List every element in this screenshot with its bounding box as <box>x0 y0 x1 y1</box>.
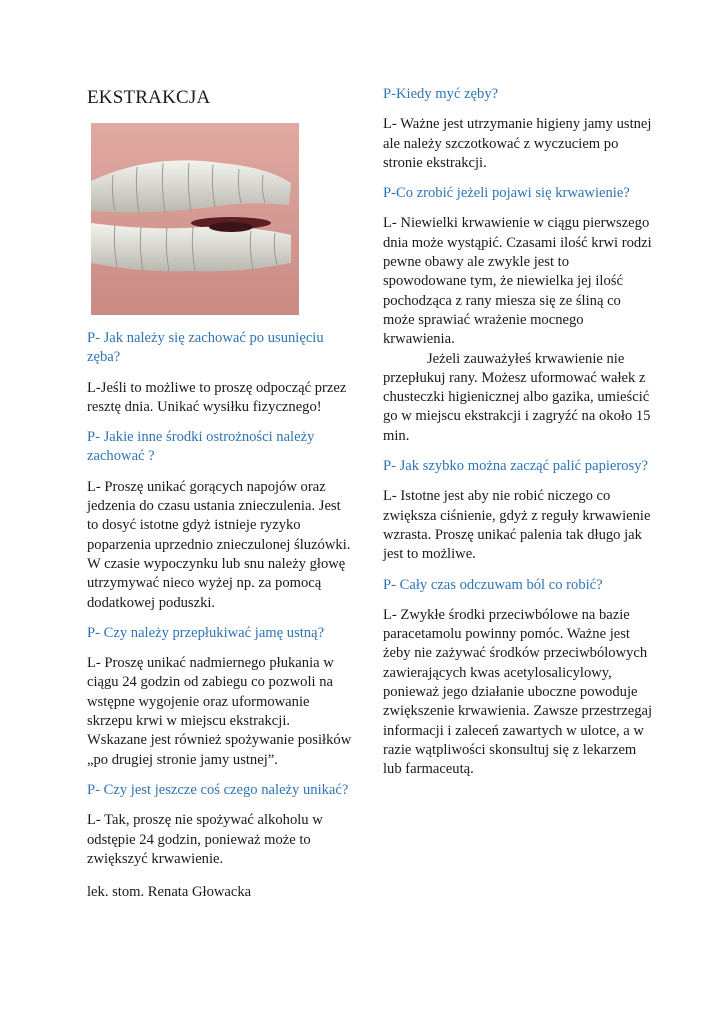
answer: L- Niewielki krwawienie w ciągu pierwszego dnia może wystąpić. Czasami ilość krwi rodzi pewne obawy ale zwykle jest to spowodowane tym, że niewielka jej ilość pochodząca z rany miesza się ze śliną co może sprawiać wrażenie mocnego krwawienia. <box>383 215 652 348</box>
qa-item <box>383 457 655 564</box>
question: P- Jak należy się zachować po usunięciu zęba? <box>87 330 324 366</box>
question: P- Czy należy przepłukiwać jamę ustną? <box>87 624 325 641</box>
question: P-Kiedy myć zęby? <box>383 86 499 102</box>
question: P- Jak szybko można zacząć palić papierosy? <box>383 458 649 475</box>
left-column <box>87 87 352 902</box>
qa-item <box>87 781 352 869</box>
question: P- Czy jest jeszcze coś czego należy unikać? <box>87 781 349 798</box>
qa-item <box>87 329 352 417</box>
question: P- Jakie inne środki ostrożności należy zachować ? <box>87 429 315 465</box>
question: P- Cały czas odczuwam ból co robić? <box>383 576 603 593</box>
right-column <box>383 85 655 791</box>
answer: L- Tak, proszę nie spożywać alkoholu w odstępie 24 godzin, ponieważ może to zwiększyć krwawienie. <box>87 812 323 867</box>
question: P-Co zrobić jeżeli pojawi się krwawienie? <box>383 185 630 202</box>
answer: L-Jeśli to możliwe to proszę odpocząć przez resztę dnia. Unikać wysiłku fizycznego! <box>87 379 347 415</box>
qa-item <box>383 184 655 446</box>
teeth-illustration <box>81 123 299 315</box>
qa-item <box>383 576 655 780</box>
answer-continued: Jeżeli zauważyłeś krwawienie nie przepłukuj rany. Możesz uformować wałek z chusteczki higienicznej albo gazika, umieścić go w miejscu ekstrakcji i zagryźć na około 15 min. <box>383 350 651 444</box>
document-title: EKSTRAKCJA <box>87 87 211 108</box>
qa-item <box>383 85 655 173</box>
answer: L- Proszę unikać gorących napojów oraz jedzenia do czasu ustania znieczulenia. Jest to dosyć istotne gdyż istnieje ryzyko poparzenia uprzednio znieczulonej śluzówki. W czasie wypoczynku lub snu należy głowę utrzymywać nieco wyżej np. za pomocą dodatkowej poduszki. <box>87 478 351 611</box>
signature: lek. stom. Renata Głowacka <box>87 884 252 901</box>
qa-item <box>87 428 352 613</box>
qa-item <box>87 624 352 770</box>
answer: L- Ważne jest utrzymanie higieny jamy ustnej ale należy szczotkować z wyczuciem po stronie ekstrakcji. <box>383 116 652 171</box>
answer: L- Proszę unikać nadmiernego płukania w ciągu 24 godzin od zabiegu co pozwoli na wstępne wygojenie oraz uformowanie skrzepu krwi w miejscu ekstrakcji. Wskazane jest również spożywanie posiłków „po drugiej stronie jamy ustnej”. <box>87 655 352 768</box>
answer: L- Istotne jest aby nie robić niczego co zwiększa ciśnienie, gdyż z reguły krwawienie wzrasta. Proszę unikać palenia tak długo jak jest to możliwe. <box>383 488 651 563</box>
answer: L- Zwykłe środki przeciwbólowe na bazie paracetamolu powinny pomóc. Ważne jest żeby nie zażywać środków przeciwbólowych zawierających kwas acetylosalicylowy, ponieważ jego działanie uboczne powoduje zwiększenie krwawienia. Zawsze przestrzegaj informacji i zaleceń zawartych w ulotce, a w razie wątpliwości skonsultuj się z lekarzem lub farmaceutą. <box>383 606 653 778</box>
